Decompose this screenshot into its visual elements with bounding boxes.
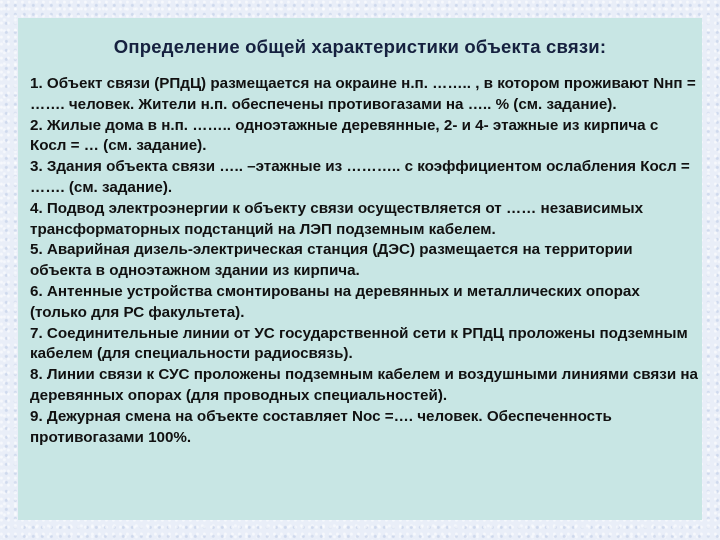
list-item: 6. Антенные устройства смонтированы на деревянных и металлических опорах (только для РС факультета). xyxy=(30,282,640,321)
list-item: 3. Здания объекта связи ….. –этажные из ……….. с коэффициентом ослабления Косл = ……. (см. задание). xyxy=(30,158,690,196)
list-item: 5. Аварийная дизель-электрическая станция (ДЭС) размещается на территории объекта в одноэтажном здании из кирпича. xyxy=(30,241,633,280)
list-item: 4. Подвод электроэнергии к объекту связи осуществляется от …… независимых трансформаторных подстанций на ЛЭП подземным кабелем. xyxy=(30,199,644,238)
list-item: 9. Дежурная смена на объекте составляет Nос =…. человек. Обеспеченность противогазами 100%. xyxy=(30,407,612,446)
list-item: 8. Линии связи к СУС проложены подземным кабелем и воздушными линиями связи на деревянных опорах (для проводных специальностей). xyxy=(30,366,698,404)
list-item: 7. Соединительные линии от УС государственной сети к РПдЦ проложены подземным кабелем (для специальности радиосвязь). xyxy=(30,324,688,363)
list-item: 2. Жилые дома в н.п. …….. одноэтажные деревянные, 2- и 4- этажные из кирпича с Косл = … (см. задание). xyxy=(30,116,659,155)
characteristics-list xyxy=(30,74,698,448)
content-panel xyxy=(18,18,702,520)
list-item: 1. Объект связи (РПдЦ) размещается на окраине н.п. …….. , в котором проживают Nнп = ……. человек. Жители н.п. обеспечены противогазами на ….. % (см. задание). xyxy=(30,75,696,113)
slide-title: Определение общей характеристики объекта связи: xyxy=(113,36,607,57)
